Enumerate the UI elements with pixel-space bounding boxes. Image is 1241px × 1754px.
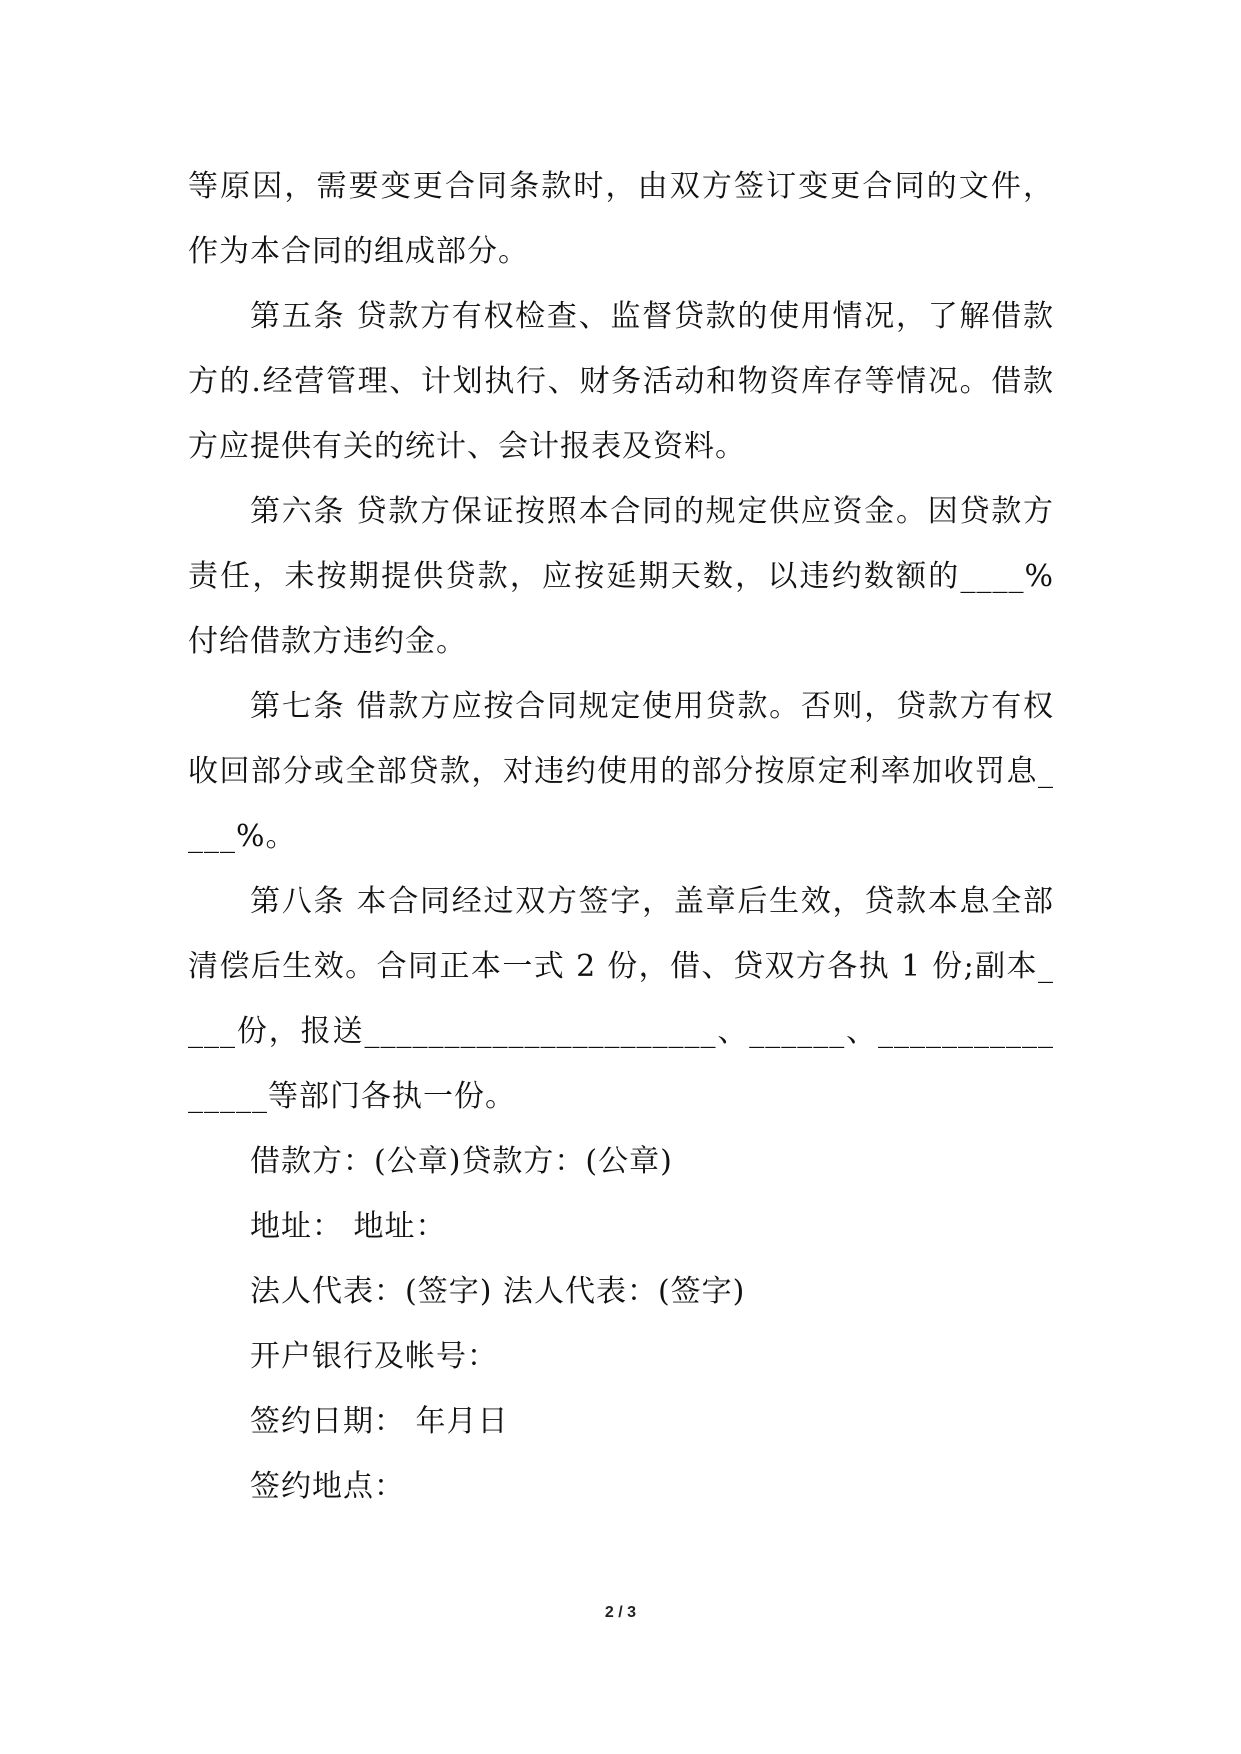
- signature-date-line: 签约日期： 年月日: [250, 1404, 509, 1439]
- signature-parties-line: 借款方：(公章)贷款方：(公章): [250, 1144, 673, 1179]
- paragraph-article-5: 第五条 贷款方有权检查、监督贷款的使用情况，了解借款方的.经营管理、计划执行、财务活动和物资库存等情况。借款方应提供有关的统计、会计报表及资料。: [188, 299, 1054, 464]
- signature-place-line: 签约地点：: [250, 1469, 405, 1504]
- document-body: [188, 154, 1054, 1519]
- paragraph-article-8: 第八条 本合同经过双方签字，盖章后生效，贷款本息全部清偿后生效。合同正本一式 2 份，借、贷双方各执 1 份;副本____份，报送______________________、______、________________等部门各执一份。: [188, 884, 1054, 1114]
- paragraph-continuation: 等原因，需要变更合同条款时，由双方签订变更合同的文件，作为本合同的组成部分。: [188, 169, 1054, 269]
- paragraph-article-7: 第七条 借款方应按合同规定使用贷款。否则，贷款方有权收回部分或全部贷款，对违约使用的部分按原定利率加收罚息____%。: [188, 689, 1054, 854]
- page-number: 2 / 3: [604, 1604, 637, 1621]
- paragraph-article-6: 第六条 贷款方保证按照本合同的规定供应资金。因贷款方责任，未按期提供贷款，应按延期天数，以违约数额的____%付给借款方违约金。: [188, 494, 1054, 659]
- signature-legal-rep-line: 法人代表：(签字) 法人代表：(签字): [250, 1274, 746, 1309]
- signature-address-line: 地址： 地址：: [250, 1209, 447, 1244]
- signature-bank-account-line: 开户银行及帐号：: [250, 1339, 498, 1374]
